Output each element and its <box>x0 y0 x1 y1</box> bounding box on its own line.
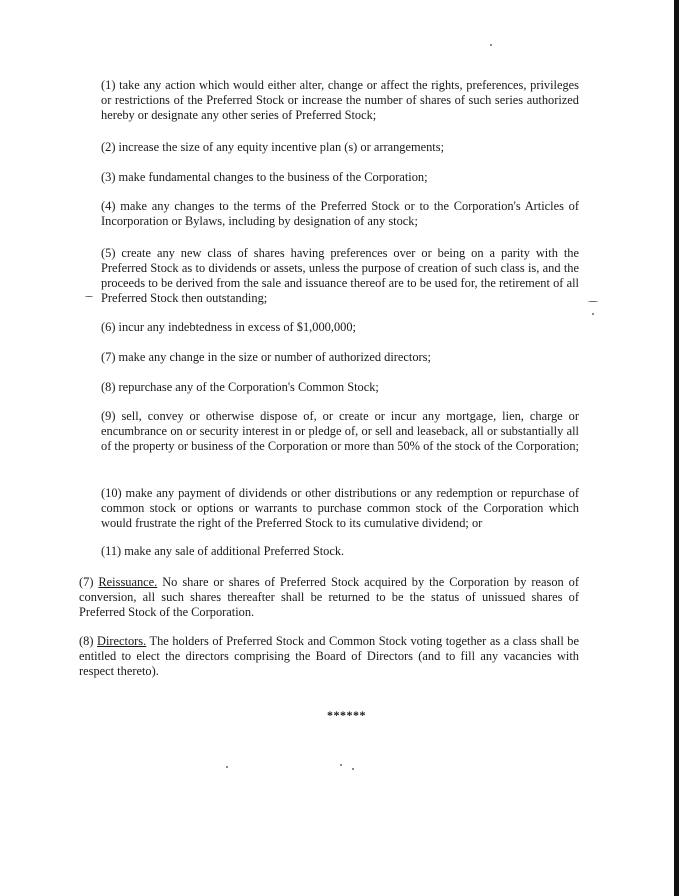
section-reissuance <box>79 575 579 620</box>
clause-item-7: (7) make any change in the size or number of authorized directors; <box>101 350 431 364</box>
section-body: No share or shares of Preferred Stock acquired by the Corporation by reason of conversion, all such shares thereafter shall be returned to be the status of unissued shares of Preferred Stock of the Corporation. <box>79 575 579 619</box>
scan-speck <box>592 313 594 315</box>
scan-speck <box>340 764 342 766</box>
scan-speck <box>588 301 598 302</box>
section-heading: Directors. <box>97 634 147 648</box>
clause-item-4: (4) make any changes to the terms of the Preferred Stock or to the Corporation's Articles of Incorporation or Bylaws, including by designation of any stock; <box>101 199 579 228</box>
section-directors <box>79 634 579 679</box>
section-heading: Reissuance. <box>98 575 158 589</box>
clause-item-3: (3) make fundamental changes to the business of the Corporation; <box>101 170 428 184</box>
clause-item-10: (10) make any payment of dividends or other distributions or any redemption or repurchase of common stock or options or warrants to purchase common stock of the Corporation which would frustrate the right of the Preferred Stock to its cumulative dividend; or <box>101 486 579 530</box>
end-mark: ****** <box>327 708 366 722</box>
clause-item-8: (8) repurchase any of the Corporation's Common Stock; <box>101 380 379 394</box>
section-number: (7) <box>79 575 94 589</box>
clause-item-11: (11) make any sale of additional Preferred Stock. <box>101 544 345 558</box>
scan-edge-bar <box>674 0 679 896</box>
section-number: (8) <box>79 634 94 648</box>
scan-speck <box>490 44 492 46</box>
scan-speck <box>352 768 354 770</box>
clause-item-2: (2) increase the size of any equity incentive plan (s) or arrangements; <box>101 140 445 154</box>
clause-item-6: (6) incur any indebtedness in excess of $1,000,000; <box>101 320 356 334</box>
clause-item-5: (5) create any new class of shares having preferences over or being on a parity with the Preferred Stock as to dividends or assets, unless the purpose of creation of such class is, and the proceeds to be derived from the sale and issuance thereof are to be used for, the retirement of all Preferred Stock then outstanding; <box>101 246 579 305</box>
section-body: The holders of Preferred Stock and Common Stock voting together as a class shall be entitled to elect the directors comprising the Board of Directors (and to fill any vacancies with respect thereto). <box>79 634 579 678</box>
scan-speck <box>85 296 93 297</box>
clause-item-9: (9) sell, convey or otherwise dispose of, or create or incur any mortgage, lien, charge or encumbrance on or security interest in or pledge of, or sell and leaseback, all or substantially all of the property or business of the Corporation or more than 50% of the stock of the Corporation; <box>101 409 579 453</box>
clause-item-1: (1) take any action which would either alter, change or affect the rights, preferences, privileges or restrictions of the Preferred Stock or increase the number of shares of such series authorized hereby or designate any other series of Preferred Stock; <box>101 78 579 122</box>
scan-speck <box>226 766 228 768</box>
